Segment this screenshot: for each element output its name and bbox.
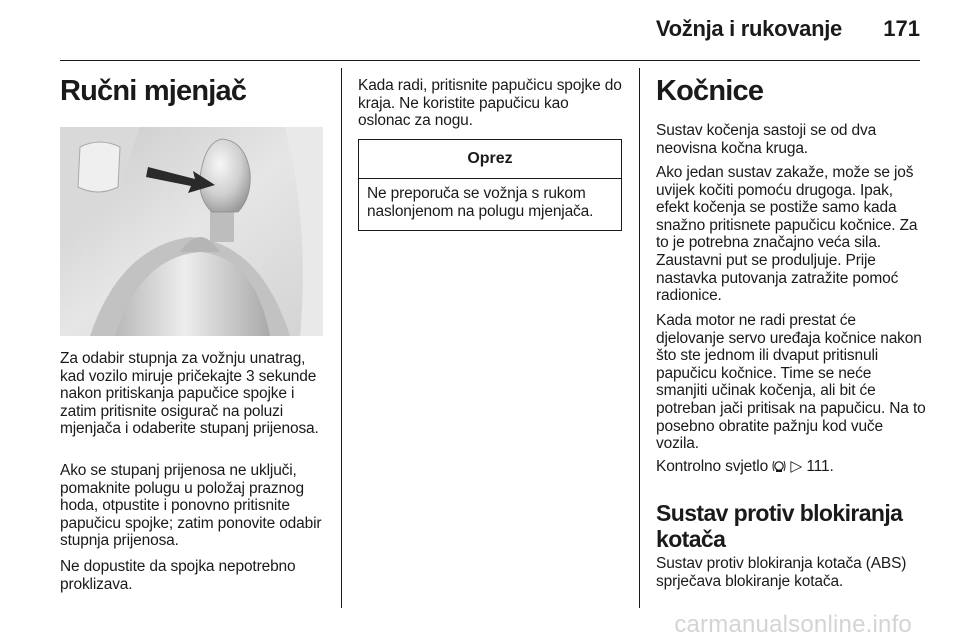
paragraph-clutch-slip: Ne dopustite da spojka nepotrebno proklizava. [60, 558, 296, 593]
page-number: 171 [883, 16, 920, 41]
header-rule [60, 60, 920, 61]
paragraph-warning-light [656, 458, 926, 476]
brake-warning-light-icon [772, 459, 786, 473]
watermark-text: carmanualsonline.info [674, 611, 912, 638]
paragraph-brake-circuits: Sustav kočenja sastoji se od dva neovisna kočna kruga. [656, 122, 877, 157]
caution-title: Oprez [359, 140, 621, 179]
gear-shift-illustration [60, 127, 323, 336]
section-heading-abs: Sustav protiv blokiranja kotača [656, 500, 903, 552]
section-heading-brakes: Kočnice [656, 75, 764, 107]
caution-box [358, 139, 622, 231]
section-heading-manual-transmission: Ručni mjenjač [60, 75, 247, 107]
column-divider-2 [639, 68, 640, 608]
page-reference: 111. [806, 458, 834, 475]
paragraph-gear-not-engaged: Ako se stupanj prijenosa ne uključi, pomaknite polugu u položaj praznog hoda, otpustite i ponovno pritisnite papučicu spojke; zatim ponovite odabir stupnja prijenosa. [60, 462, 322, 550]
paragraph-servo-brake: Kada motor ne radi prestat će djelovanje servo uređaja kočnice nakon što ste jednom ili dvaput pritisnuli papučicu kočnice. Time se neće smanjiti učinak kočenja, ali bit će potreban jači pritisak na papučicu. Na to posebno obratite pažnju kod vuče vozila. [656, 312, 926, 453]
paragraph-reverse-gear: Za odabir stupnja za vožnju unatrag, kad vozilo miruje pričekajte 3 sekunde nakon pritiskanja papučice spojke i zatim pritisnite osigurač na poluzi mjenjača i odaberite stupanj prijenosa. [60, 350, 319, 438]
column-divider-1 [341, 68, 342, 608]
page-header-title: Vožnja i rukovanje [655, 16, 842, 41]
paragraph-brake-failure: Ako jedan sustav zakaže, može se još uvijek kočiti pomoću drugoga. Ipak, efekt kočenja se postiže samo kada snažno pritisnete papučicu kočnice. Za to je potrebna značajno veća sila. Zaustavni put se produljuje. Prije nastavka putovanja zatražite pomoć radionice. [656, 164, 918, 305]
page-reference-icon: ▷ [790, 458, 803, 475]
paragraph-clutch-pedal: Kada radi, pritisnite papučicu spojke do kraja. Ne koristite papučicu kao oslonac za nogu. [358, 77, 622, 130]
paragraph-abs: Sustav protiv blokiranja kotača (ABS) sprječava blokiranje kotača. [656, 555, 907, 590]
warning-light-label: Kontrolno svjetlo [656, 458, 769, 475]
caution-text: Ne preporuča se vožnja s rukom naslonjenom na polugu mjenjača. [367, 185, 594, 220]
